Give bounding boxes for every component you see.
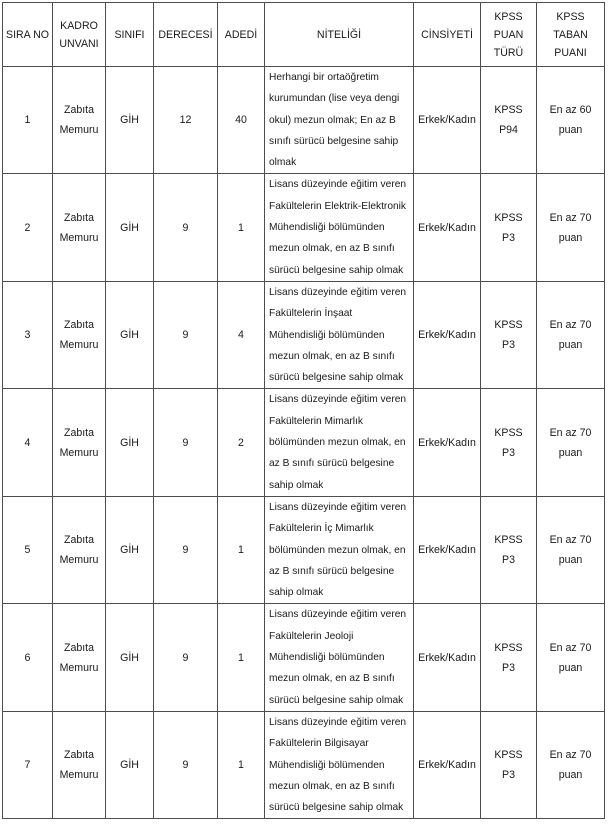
table-row <box>3 281 605 388</box>
cell-kadro-unvani: Zabıta Memuru <box>53 496 106 603</box>
nitelik-line: Fakültelerin İç Mimarlık <box>269 523 374 535</box>
nitelik-line: az B sınıfı sürücü belgesine <box>269 565 395 577</box>
cell-sinifi: GİH <box>106 174 154 281</box>
cell-kadro-unvani: Zabıta Memuru <box>53 67 106 174</box>
cell-sira-no: 3 <box>3 281 53 388</box>
cell-sinifi: GİH <box>106 604 154 711</box>
nitelik-line: mezun olmak, en az B sınıfı <box>269 780 395 792</box>
nitelik-line: Lisans düzeyinde eğitim veren <box>269 286 407 298</box>
nitelik-line: Herhangi bir ortaöğretim <box>269 72 379 83</box>
cell-sinifi: GİH <box>106 711 154 818</box>
cell-niteligi <box>265 174 414 281</box>
table-row <box>3 711 605 818</box>
cell-sinifi: GİH <box>106 281 154 388</box>
table-row <box>3 604 605 711</box>
cell-adedi: 1 <box>218 174 265 281</box>
nitelik-line: Fakültelerin İnşaat <box>269 308 353 320</box>
table-header-row <box>3 3 605 67</box>
cell-derecesi: 9 <box>154 174 218 281</box>
cell-derecesi: 12 <box>154 67 218 174</box>
nitelik-line: sahip olmak <box>269 587 324 599</box>
col-header-cinsiyeti: CİNSİYETİ <box>414 3 481 67</box>
nitelik-line: mezun olmak, en az B sınıfı <box>269 673 395 685</box>
nitelik-line: bölümünden mezun olmak, en <box>269 437 406 449</box>
cell-derecesi: 9 <box>154 711 218 818</box>
cell-cinsiyeti: Erkek/Kadın <box>414 604 481 711</box>
cell-kpss-taban-puani: En az 60 puan <box>537 67 605 174</box>
col-header-derecesi: DERECESİ <box>154 3 218 67</box>
cell-kpss-puan-turu: KPSS P3 <box>481 174 537 281</box>
nitelik-line: Fakültelerin Mimarlık <box>269 415 363 427</box>
nitelik-line: sınıfı sürücü belgesine sahip <box>269 135 399 147</box>
cell-kadro-unvani: Zabıta Memuru <box>53 281 106 388</box>
nitelik-line: Lisans düzeyinde eğitim veren <box>269 501 407 513</box>
cell-cinsiyeti: Erkek/Kadın <box>414 174 481 281</box>
cell-kadro-unvani: Zabıta Memuru <box>53 711 106 818</box>
nitelik-line: mezun olmak, en az B sınıfı <box>269 350 395 362</box>
nitelik-line: Fakültelerin Jeoloji <box>269 630 354 642</box>
col-header-kpss-taban-puani: KPSS TABAN PUANI <box>537 3 605 67</box>
nitelik-line: Lisans düzeyinde eğitim veren <box>269 179 407 191</box>
nitelik-line: Lisans düzeyinde eğitim veren <box>269 394 407 406</box>
cell-niteligi <box>265 711 414 818</box>
col-header-sinifi: SINIFI <box>106 3 154 67</box>
nitelik-line: Lisans düzeyinde eğitim veren <box>269 609 407 621</box>
cell-niteligi <box>265 389 414 496</box>
cell-kpss-puan-turu: KPSS P3 <box>481 389 537 496</box>
nitelik-line: sürücü belgesine sahip olmak <box>269 802 404 814</box>
nitelik-line: sürücü belgesine sahip olmak <box>269 372 404 384</box>
cell-derecesi: 9 <box>154 604 218 711</box>
cell-niteligi <box>265 67 414 174</box>
cell-niteligi <box>265 496 414 603</box>
cell-cinsiyeti: Erkek/Kadın <box>414 281 481 388</box>
cell-kadro-unvani: Zabıta Memuru <box>53 389 106 496</box>
table-row <box>3 496 605 603</box>
cell-cinsiyeti: Erkek/Kadın <box>414 389 481 496</box>
cell-derecesi: 9 <box>154 389 218 496</box>
cell-adedi: 1 <box>218 711 265 818</box>
nitelik-line: az B sınıfı sürücü belgesine <box>269 458 395 470</box>
nitelik-line: sürücü belgesine sahip olmak <box>269 264 404 276</box>
table-row <box>3 174 605 281</box>
col-header-niteligi: NİTELİĞİ <box>265 3 414 67</box>
cell-sira-no: 2 <box>3 174 53 281</box>
nitelik-line: Mühendisliği bölümünden <box>269 329 385 341</box>
col-header-kadro-unvani: KADRO UNVANI <box>53 3 106 67</box>
cell-kpss-taban-puani: En az 70 puan <box>537 174 605 281</box>
cell-kpss-taban-puani: En az 70 puan <box>537 281 605 388</box>
staff-positions-table <box>2 2 605 819</box>
cell-kadro-unvani: Zabıta Memuru <box>53 174 106 281</box>
cell-sira-no: 5 <box>3 496 53 603</box>
cell-adedi: 2 <box>218 389 265 496</box>
cell-derecesi: 9 <box>154 496 218 603</box>
cell-kpss-puan-turu: KPSS P3 <box>481 496 537 603</box>
table-row <box>3 67 605 174</box>
cell-kpss-puan-turu: KPSS P3 <box>481 604 537 711</box>
cell-adedi: 1 <box>218 496 265 603</box>
cell-cinsiyeti: Erkek/Kadın <box>414 711 481 818</box>
cell-kpss-puan-turu: KPSS P94 <box>481 67 537 174</box>
col-header-sira-no: SIRA NO <box>3 3 53 67</box>
cell-adedi: 40 <box>218 67 265 174</box>
nitelik-line: Fakültelerin Bilgisayar <box>269 738 369 750</box>
cell-kpss-taban-puani: En az 70 puan <box>537 496 605 603</box>
cell-sinifi: GİH <box>106 389 154 496</box>
cell-kpss-puan-turu: KPSS P3 <box>481 711 537 818</box>
cell-niteligi <box>265 604 414 711</box>
nitelik-line: olmak <box>269 157 297 169</box>
cell-sinifi: GİH <box>106 496 154 603</box>
nitelik-line: Mühendisliği bölümünden <box>269 652 385 664</box>
col-header-adedi: ADEDİ <box>218 3 265 67</box>
nitelik-line: Lisans düzeyinde eğitim veren <box>269 716 407 728</box>
cell-kpss-taban-puani: En az 70 puan <box>537 711 605 818</box>
col-header-kpss-puan-turu: KPSS PUAN TÜRÜ <box>481 3 537 67</box>
cell-cinsiyeti: Erkek/Kadın <box>414 496 481 603</box>
cell-sira-no: 1 <box>3 67 53 174</box>
cell-kpss-puan-turu: KPSS P3 <box>481 281 537 388</box>
cell-sira-no: 7 <box>3 711 53 818</box>
nitelik-line: Mühendisliği bölümünden <box>269 222 385 234</box>
nitelik-line: bölümünden mezun olmak, en <box>269 544 406 556</box>
cell-adedi: 1 <box>218 604 265 711</box>
cell-niteligi <box>265 281 414 388</box>
cell-sira-no: 6 <box>3 604 53 711</box>
nitelik-line: okul) mezun olmak; En az B <box>269 114 396 126</box>
nitelik-line: mezun olmak, en az B sınıfı <box>269 243 395 255</box>
cell-sinifi: GİH <box>106 67 154 174</box>
cell-adedi: 4 <box>218 281 265 388</box>
nitelik-line: sürücü belgesine sahip olmak <box>269 694 404 706</box>
cell-kpss-taban-puani: En az 70 puan <box>537 389 605 496</box>
cell-kadro-unvani: Zabıta Memuru <box>53 604 106 711</box>
document-page <box>2 2 605 819</box>
nitelik-line: Fakültelerin Elektrik-Elektronik <box>269 200 407 212</box>
cell-derecesi: 9 <box>154 281 218 388</box>
cell-kpss-taban-puani: En az 70 puan <box>537 604 605 711</box>
cell-sira-no: 4 <box>3 389 53 496</box>
nitelik-line: Mühendisliği bölümenden <box>269 759 385 771</box>
table-row <box>3 389 605 496</box>
cell-cinsiyeti: Erkek/Kadın <box>414 67 481 174</box>
nitelik-line: kurumundan (lise veya dengi <box>269 93 400 105</box>
nitelik-line: sahip olmak <box>269 479 324 491</box>
